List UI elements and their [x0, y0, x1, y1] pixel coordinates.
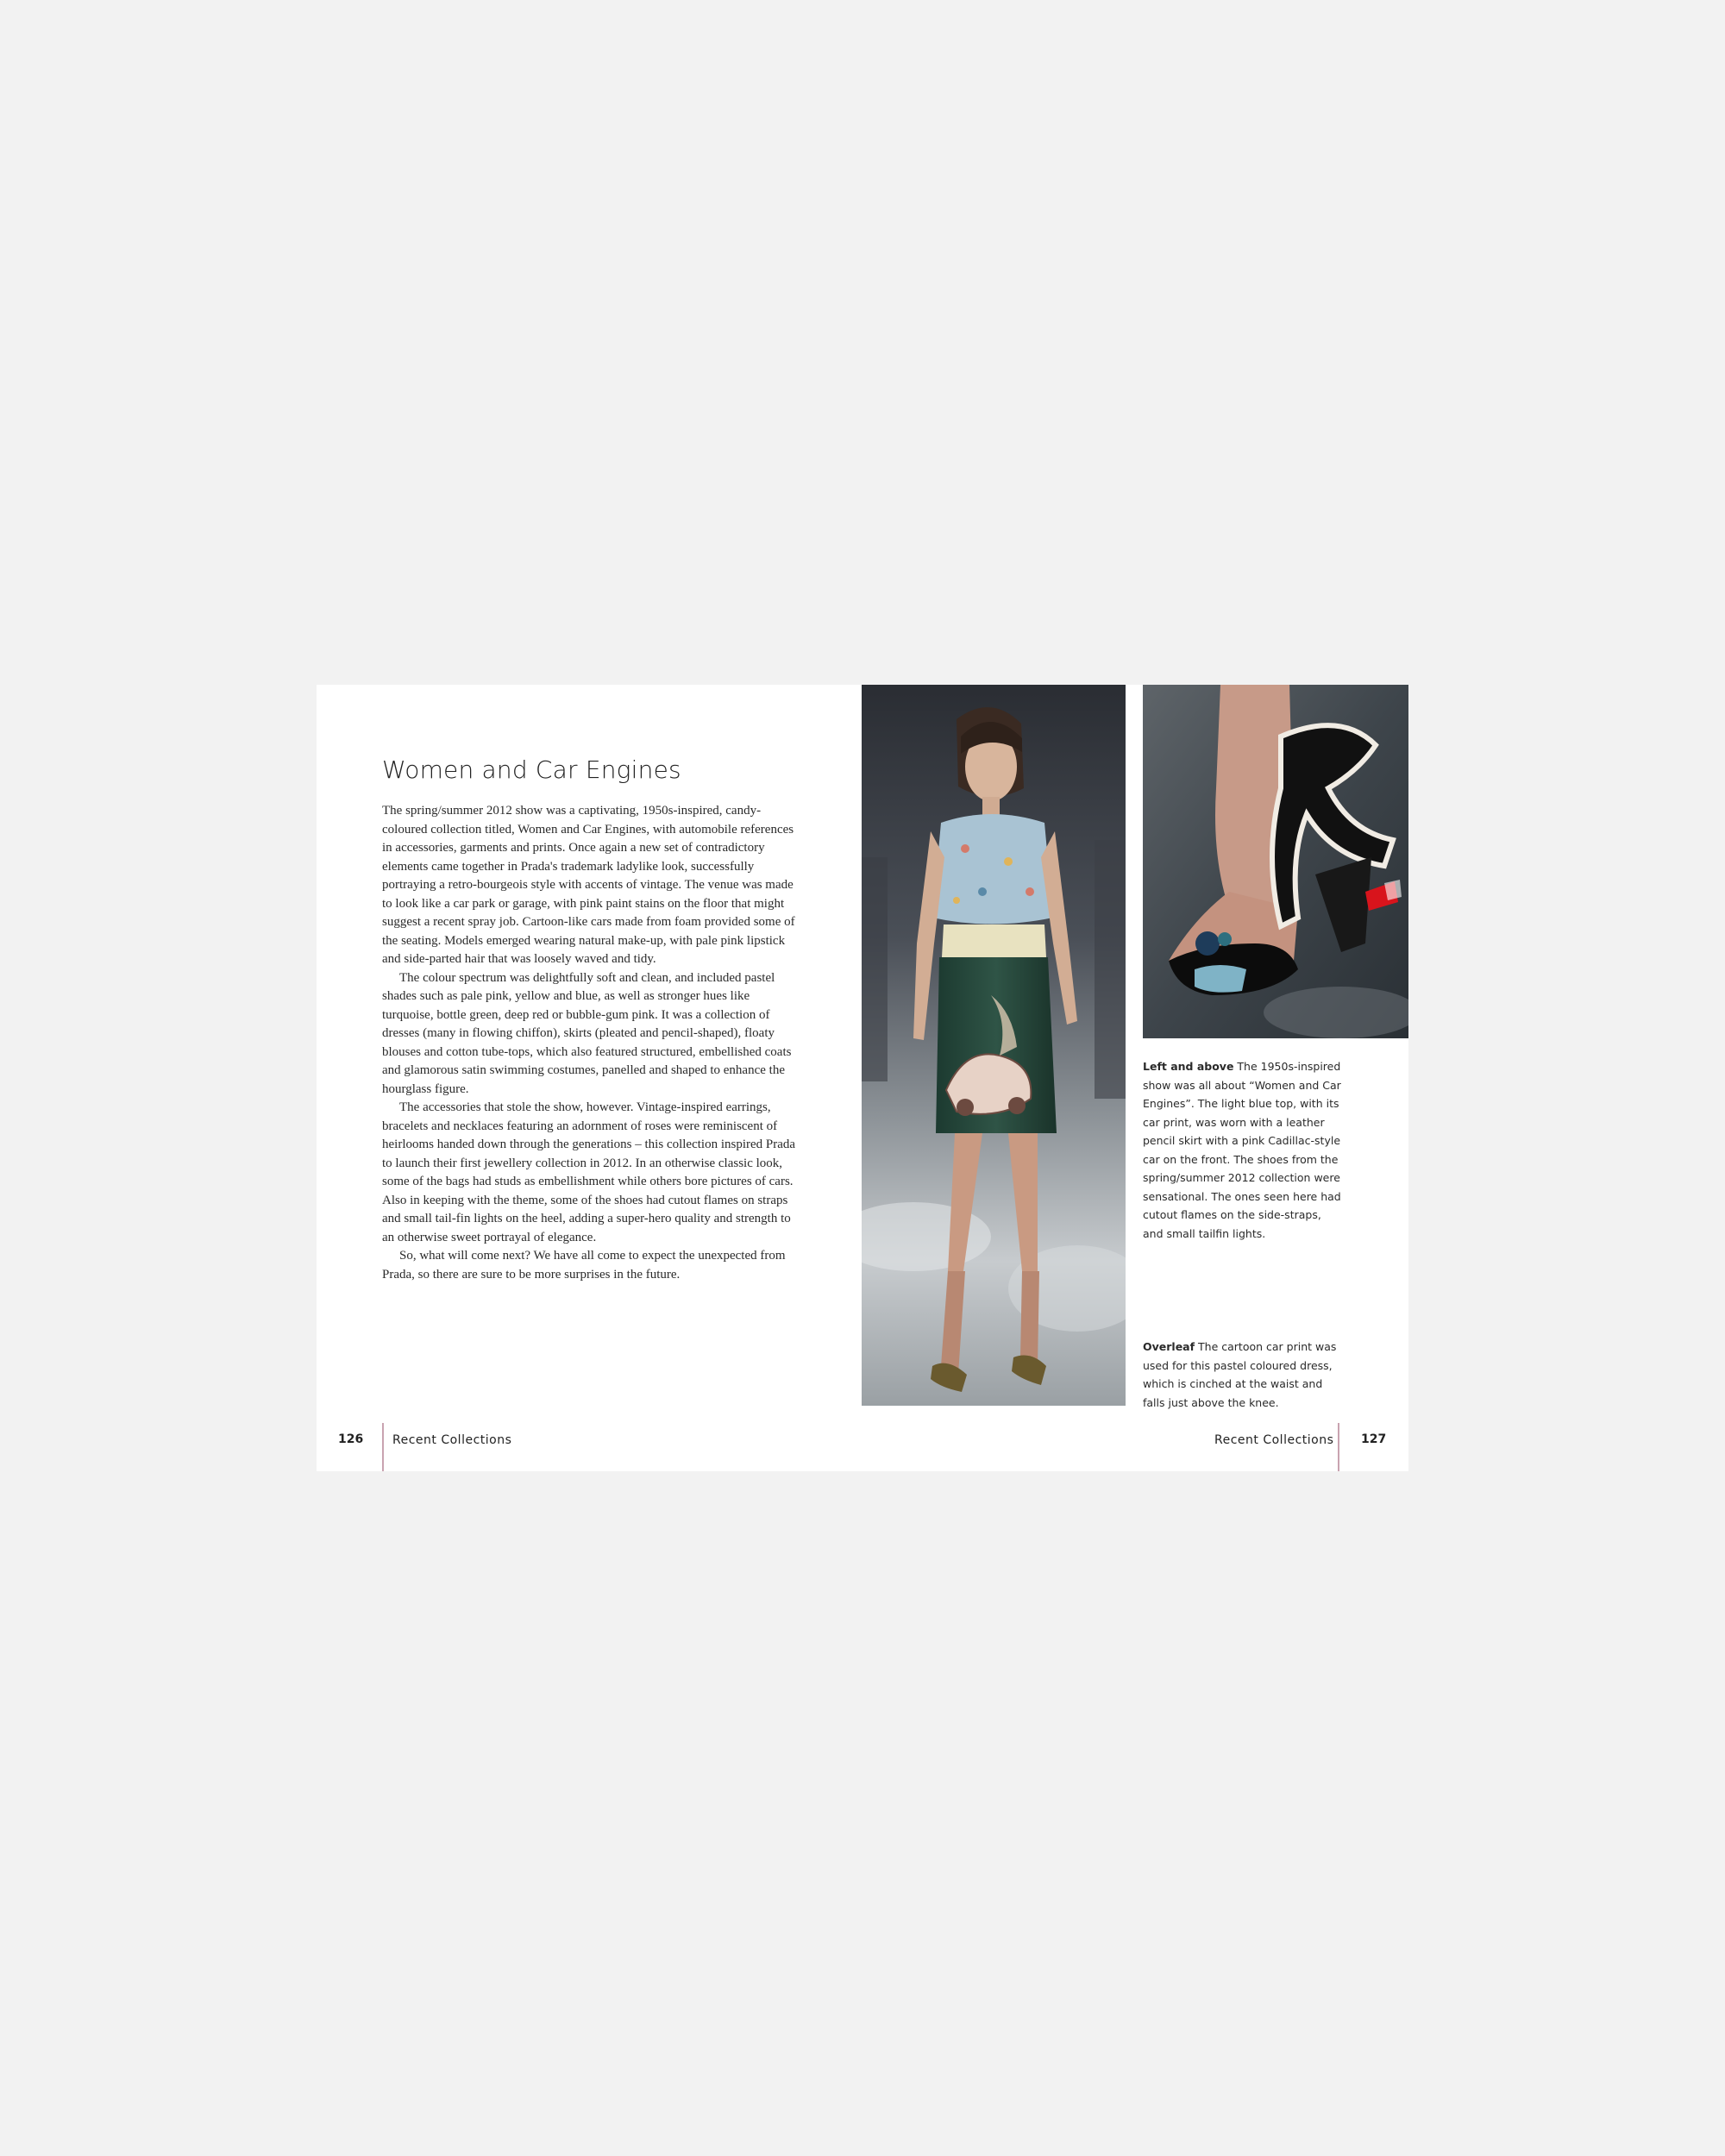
body-text [382, 802, 803, 1284]
body-paragraph: So, what will come next? We have all come to expect the unexpected from Prada, so there are sure to be more surprises in the future. [382, 1249, 786, 1282]
runway-photo [862, 685, 1126, 1406]
body-paragraph: The accessories that stole the show, however. Vintage-inspired earrings, bracelets and necklaces featuring an adornment of roses were reminiscent of heirlooms handed down through the generations – this collection inspired Prada to launch their first jewellery collection in 2012. In an otherwise classic look, some of the bags had studs as embellishment while others bore pictures of cars. Also in keeping with the theme, some of the shoes had cutout flames on straps and small tail-fin lights on the heel, adding a super-hero quality and strength to an otherwise sweet portrayal of elegance. [382, 1100, 796, 1244]
caption-lead: Overleaf [1143, 1340, 1195, 1353]
footer-rule-left [382, 1423, 384, 1471]
body-paragraph: The colour spectrum was delightfully soft and clean, and included pastel shades such as pale pink, yellow and blue, as well as stronger hues like turquoise, bottle green, deep red or bubble-gum pink. It was a collection of dresses (many in flowing chiffon), skirts (pleated and pencil-shaped), floaty blouses and cotton tube-tops, which also featured structured, embellished coats and glamorous satin swimming costumes, panelled and shaped to enhance the hourglass figure. [382, 970, 792, 1096]
body-paragraph: The spring/summer 2012 show was a captivating, 1950s-inspired, candy-coloured collection titled, Women and Car Engines, with automobile references in accessories, garments and prints. Once again a new set of contradictory elements came together in Prada's trademark ladylike look, successfully portraying a retro-bourgeois style with accents of vintage. The venue was made to look like a car park or garage, with pink paint stains on the floor that might suggest a recent spray job. Cartoon-like cars made from foam provided some of the seating. Models emerged wearing natural make-up, with pale pink lipstick and side-parted hair that was loosely waved and tidy. [382, 804, 795, 966]
caption-left-and-above [1143, 1057, 1341, 1243]
left-page [317, 685, 862, 1471]
running-footer-right: Recent Collections [1214, 1433, 1334, 1447]
shoe-photo [1143, 685, 1408, 1038]
page-title: Women and Car Engines [382, 755, 681, 784]
running-footer-left: Recent Collections [392, 1433, 512, 1447]
footer-rule-right [1338, 1423, 1339, 1471]
caption-lead: Left and above [1143, 1060, 1234, 1073]
page-number-right: 127 [1361, 1432, 1387, 1446]
book-spread [317, 685, 1408, 1471]
caption-text: The 1950s-inspired show was all about “Women and Car Engines”. The light blue top, with its car print, was worn with a leather pencil skirt with a pink Cadillac-style car on the front. The shoes from the spring/summer 2012 collection were sensational. The ones seen here had cutout flames on the side-straps, and small tailfin lights. [1143, 1060, 1341, 1240]
page-number-left: 126 [338, 1432, 364, 1446]
caption-text: The cartoon car print was used for this pastel coloured dress, which is cinched at the waist and falls just above the knee. [1143, 1340, 1337, 1409]
right-page [862, 685, 1408, 1471]
caption-overleaf [1143, 1338, 1341, 1412]
